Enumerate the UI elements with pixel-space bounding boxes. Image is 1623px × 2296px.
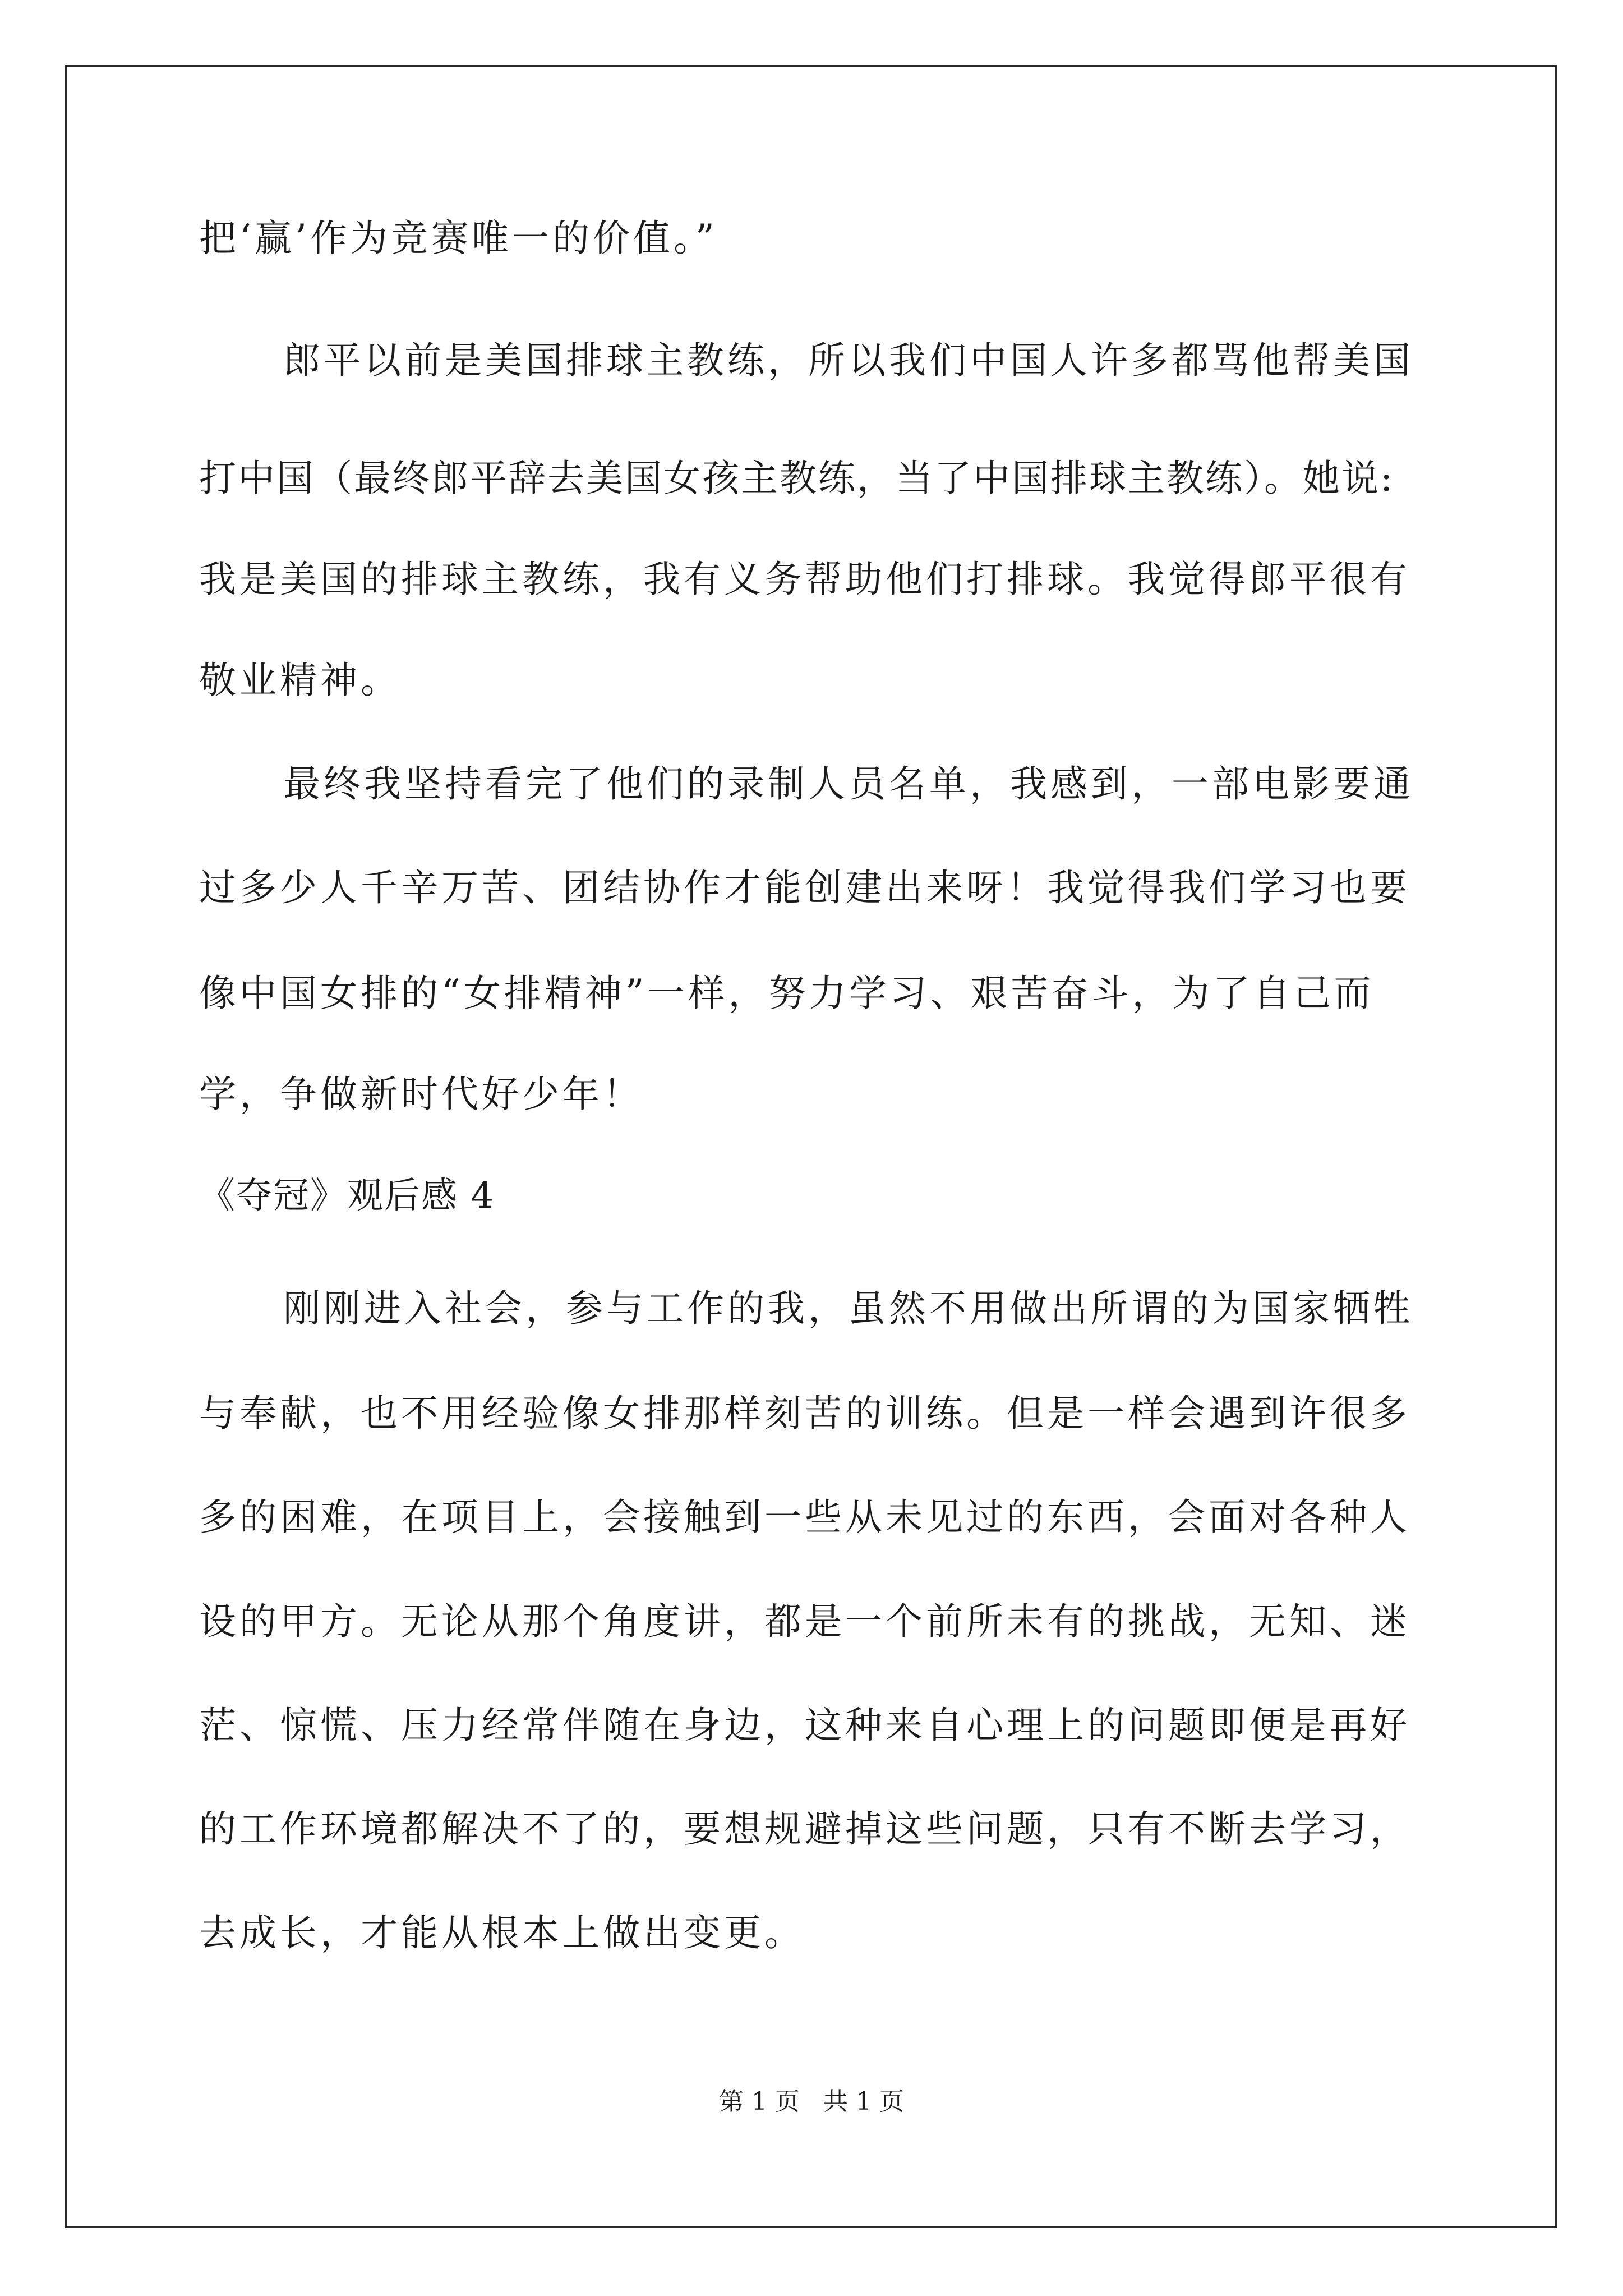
page-border — [65, 65, 1557, 2228]
paragraph-line: 的工作环境都解决不了的，要想规避掉这些问题，只有不断去学习， — [199, 1807, 1410, 1851]
paragraph-line: 我是美国的排球主教练，我有义务帮助他们打排球。我觉得郎平很有 — [199, 558, 1410, 601]
paragraph-line: 多的困难，在项目上，会接触到一些从未见过的东西，会面对各种人 — [199, 1496, 1410, 1539]
paragraph-line: 刚刚进入社会，参与工作的我，虽然不用做出所谓的为国家牺牲 — [283, 1287, 1414, 1330]
paragraph-line: 去成长，才能从根本上做出变更。 — [199, 1911, 805, 1954]
paragraph-line: 设的甲方。无论从那个角度讲，都是一个前所未有的挑战，无知、迷 — [199, 1600, 1410, 1643]
paragraph-line: 敬业精神。 — [199, 659, 401, 702]
paragraph-line: 郎平以前是美国排球主教练，所以我们中国人许多都骂他帮美国 — [283, 339, 1414, 382]
paragraph-line: 把‘赢’作为竞赛唯一的价值。” — [199, 217, 718, 260]
page-footer: 第 1 页 共 1 页 — [719, 2087, 904, 2116]
paragraph-line: 最终我坚持看完了他们的录制人员名单，我感到，一部电影要通 — [283, 762, 1414, 806]
paragraph-line: 打中国（最终郎平辞去美国女孩主教练，当了中国排球主教练）。她说: — [199, 457, 1395, 500]
section-heading: 《夺冠》观后感 4 — [199, 1175, 495, 1217]
paragraph-line: 学，争做新时代好少年！ — [199, 1073, 643, 1116]
paragraph-line: 与奉献，也不用经验像女排那样刻苦的训练。但是一样会遇到许很多 — [199, 1392, 1410, 1435]
paragraph-line: 像中国女排的“女排精神”一样，努力学习、艰苦奋斗，为了自己而 — [199, 972, 1375, 1015]
paragraph-line: 过多少人千辛万苦、团结协作才能创建出来呀！我觉得我们学习也要 — [199, 866, 1410, 909]
paragraph-line: 茫、惊慌、压力经常伴随在身边，这种来自心理上的问题即便是再好 — [199, 1704, 1410, 1747]
